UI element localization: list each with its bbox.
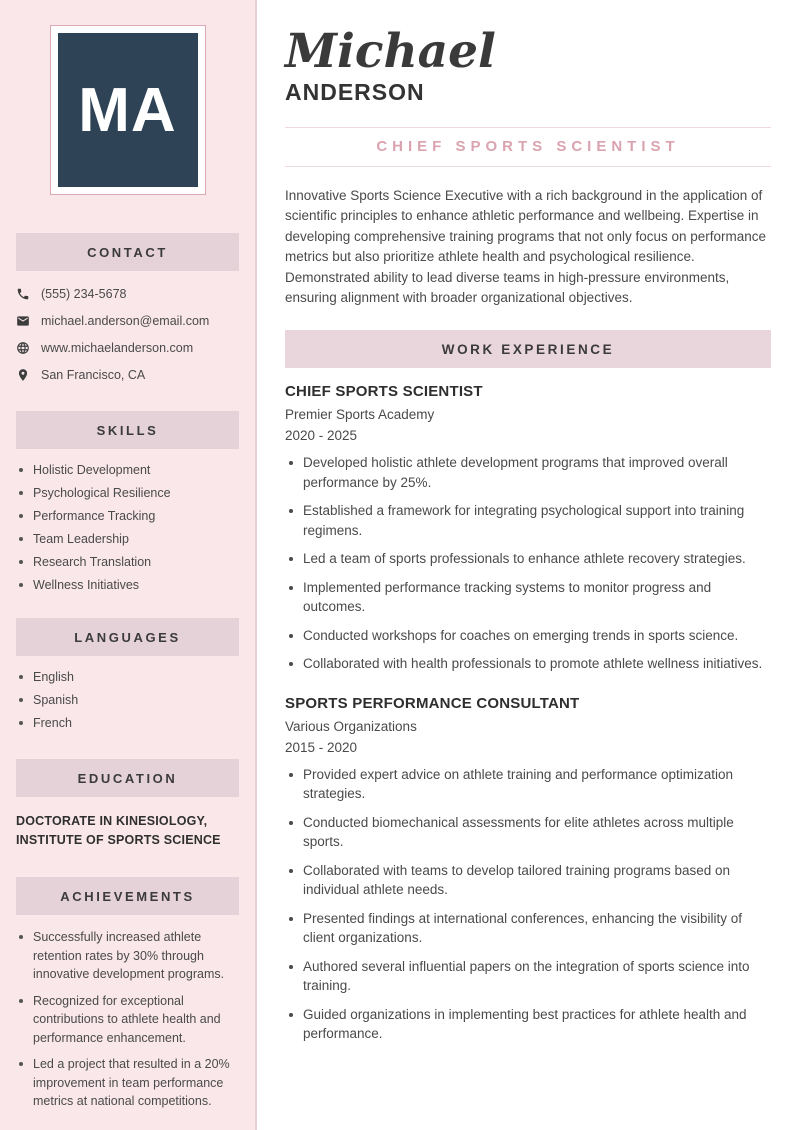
work-experience-title: WORK EXPERIENCE <box>441 341 615 357</box>
job-bullet: Collaborated with teams to develop tailored training programs based on individual athlete needs. <box>285 861 771 900</box>
contact-section-title: CONTACT <box>87 244 168 260</box>
job-bullet-list <box>285 765 771 1044</box>
achievement-item: Recognized for exceptional contributions to athlete health and performance enhancement. <box>16 992 239 1048</box>
job-bullet: Provided expert advice on athlete training and performance optimization strategies. <box>285 765 771 804</box>
languages-section-header <box>16 618 239 656</box>
skill-item: Holistic Development <box>16 462 239 478</box>
languages-list <box>16 669 239 731</box>
avatar-initials-box <box>58 33 198 187</box>
achievements-section-header <box>16 877 239 915</box>
contact-list <box>16 280 239 388</box>
languages-section-title: LANGUAGES <box>74 629 181 645</box>
skill-item: Team Leadership <box>16 531 239 547</box>
headline-job-title: CHIEF SPORTS SCIENTIST <box>376 138 680 155</box>
education-degree <box>16 812 239 849</box>
skill-item: Performance Tracking <box>16 508 239 524</box>
job-bullet: Collaborated with health professionals to promote athlete wellness initiatives. <box>285 654 771 674</box>
email-address[interactable]: michael.anderson@email.com <box>41 313 210 328</box>
first-name: Michael <box>285 24 496 79</box>
job-bullet: Implemented performance tracking systems to monitor progress and outcomes. <box>285 578 771 617</box>
job-bullet: Developed holistic athlete development programs that improved overall performance by 25%. <box>285 453 771 492</box>
work-experience-header <box>285 330 771 368</box>
job-bullet: Established a framework for integrating psychological support into training regimens. <box>285 501 771 540</box>
website-url[interactable]: www.michaelanderson.com <box>41 340 194 355</box>
contact-row-website <box>16 334 239 361</box>
contact-row-email <box>16 307 239 334</box>
job-title: SPORTS PERFORMANCE CONSULTANT <box>285 694 580 712</box>
phone-number: (555) 234-5678 <box>41 286 127 301</box>
job-bullet-list <box>285 453 771 674</box>
main-content <box>257 0 800 1130</box>
job-bullet: Led a team of sports professionals to enhance athlete recovery strategies. <box>285 549 771 569</box>
email-icon <box>16 314 30 328</box>
job-period: 2020 - 2025 <box>285 428 358 444</box>
job-bullet: Guided organizations in implementing best practices for athlete health and performance. <box>285 1005 771 1044</box>
skills-section-title: SKILLS <box>96 422 159 438</box>
skill-item: Psychological Resilience <box>16 485 239 501</box>
language-item: English <box>16 669 239 685</box>
skills-list <box>16 462 239 593</box>
education-section-header <box>16 759 239 797</box>
language-item: French <box>16 715 239 731</box>
job-entry-2 <box>285 695 771 1044</box>
sidebar <box>0 0 257 1130</box>
job-bullet: Conducted biomechanical assessments for elite athletes across multiple sports. <box>285 813 771 852</box>
education-degree-line1: DOCTORATE IN KINESIOLOGY, <box>16 814 208 828</box>
contact-row-phone <box>16 280 239 307</box>
last-name: ANDERSON <box>285 79 425 105</box>
achievement-item: Led a project that resulted in a 20% improvement in team performance metrics at national competitions. <box>16 1055 239 1111</box>
job-company: Various Organizations <box>285 718 417 734</box>
location-text: San Francisco, CA <box>41 367 146 382</box>
contact-row-location <box>16 361 239 388</box>
location-icon <box>16 368 30 382</box>
contact-section-header <box>16 233 239 271</box>
job-title: CHIEF SPORTS SCIENTIST <box>285 383 483 401</box>
achievements-section-title: ACHIEVEMENTS <box>60 888 195 904</box>
job-bullet: Authored several influential papers on the integration of sports science into training. <box>285 957 771 996</box>
skill-item: Research Translation <box>16 554 239 570</box>
headline-band <box>285 127 771 167</box>
job-bullet: Presented findings at international conferences, enhancing the visibility of client organizations. <box>285 909 771 948</box>
education-degree-line2: INSTITUTE OF SPORTS SCIENCE <box>16 832 221 847</box>
skill-item: Wellness Initiatives <box>16 577 239 593</box>
avatar <box>50 25 206 195</box>
job-entry-1 <box>285 383 771 674</box>
language-item: Spanish <box>16 692 239 708</box>
avatar-initials: MA <box>78 75 177 145</box>
skills-section-header <box>16 411 239 449</box>
profile-summary: Innovative Sports Science Executive with a rich background in the application of scientific principles to enhance athletic performance and wellbeing. Expertise in developing comprehensive training programs that not only focus on performance metrics but also prioritize athlete health and psychological resilience. Demonstrated ability to lead diverse teams in high-pressure environments, ensuring alignment with broader organizational objectives. <box>285 188 767 306</box>
achievement-item: Successfully increased athlete retention rates by 30% through innovative development programs. <box>16 928 239 984</box>
job-company: Premier Sports Academy <box>285 407 435 423</box>
education-section-title: EDUCATION <box>77 770 178 786</box>
job-bullet: Conducted workshops for coaches on emerging trends in sports science. <box>285 626 771 646</box>
achievements-list <box>16 928 239 1111</box>
globe-icon <box>16 341 30 355</box>
phone-icon <box>16 287 30 301</box>
job-period: 2015 - 2020 <box>285 739 358 755</box>
